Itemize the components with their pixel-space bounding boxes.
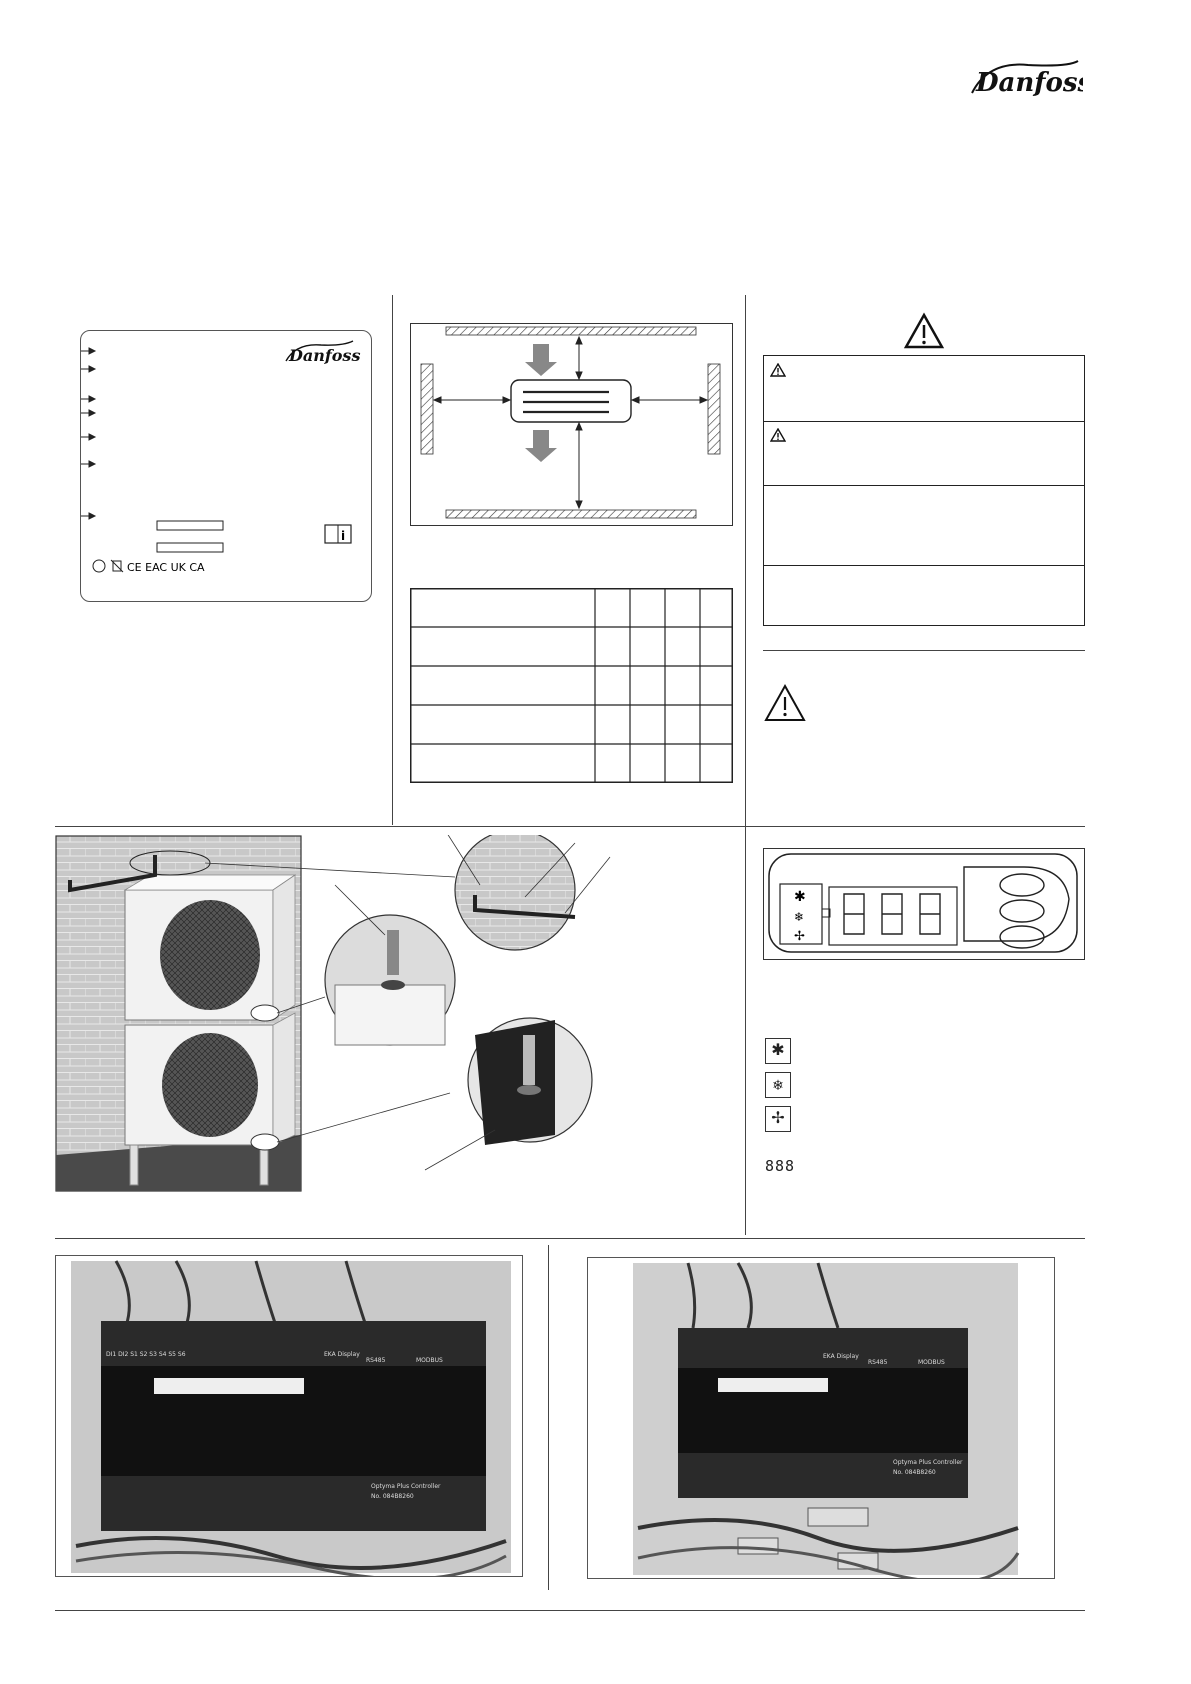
logo-text: Danfoss: [976, 68, 1083, 98]
nameplate-logo: Danfoss: [289, 346, 361, 365]
divider-h1: [55, 826, 1085, 827]
controller-photo-right-drawing: [588, 1258, 1054, 1578]
product-label: Optyma Plus Controller: [371, 1483, 441, 1490]
warning-row-4: [764, 565, 1084, 625]
part-number-label: No. 084B8260: [893, 1469, 936, 1476]
snowflake-icon: [794, 889, 806, 905]
nameplate-drawing: [81, 331, 373, 603]
svg-text:i: i: [341, 529, 346, 543]
warning-triangle-icon: [770, 428, 786, 442]
controller-photo-left-drawing: [56, 1256, 522, 1576]
controller-photo-left: [55, 1255, 523, 1577]
legend-fan-icon: ✢: [765, 1106, 791, 1132]
recycle-icon: [93, 560, 105, 572]
weee-bin-icon: [111, 560, 123, 572]
part-number-label: No. 084B8260: [371, 1493, 414, 1500]
warning-triangle-icon: [770, 363, 786, 377]
down-button[interactable]: [1000, 926, 1044, 948]
controller-display: [763, 848, 1085, 960]
divider-v3: [548, 1245, 549, 1590]
defrost-icon: [794, 910, 804, 924]
legend-snowflake-icon: ✱: [765, 1038, 791, 1064]
stacking-illustration: [55, 835, 730, 1195]
divider-v1: [392, 295, 393, 825]
set-button[interactable]: [1000, 900, 1044, 922]
warning-row-1: [764, 356, 1084, 422]
warning-row-3: [764, 485, 1084, 566]
clearance-table: [410, 588, 733, 783]
divider-v2: [745, 295, 746, 1235]
controller-photo-right: [587, 1257, 1055, 1579]
divider-h2: [55, 1238, 1085, 1239]
danfoss-logo: [968, 55, 1083, 105]
up-button[interactable]: [1000, 874, 1044, 896]
display-drawing: [764, 849, 1082, 957]
legend-digits: 888: [765, 1157, 796, 1175]
table-grid: [410, 588, 733, 783]
display-port-label: EKA Display: [823, 1353, 859, 1360]
product-label: Optyma Plus Controller: [893, 1459, 963, 1466]
warning-box: [763, 355, 1085, 626]
svg-text:✢: ✢: [794, 929, 805, 944]
display-port-label: EKA Display: [324, 1351, 360, 1358]
rs485-label: RS485: [868, 1359, 888, 1366]
certification-marks: CE EAC UK CA: [127, 561, 205, 574]
rs485-label: RS485: [366, 1357, 386, 1364]
divider-bottom: [55, 1610, 1085, 1611]
modbus-label: MODBUS: [918, 1359, 945, 1366]
svg-text:✱: ✱: [794, 889, 806, 905]
brand-logo: [968, 55, 1083, 105]
modbus-label: MODBUS: [416, 1357, 443, 1364]
stacking-drawing: [55, 835, 730, 1195]
terminal-labels: DI1 DI2 S1 S2 S3 S4 S5 S6: [106, 1351, 186, 1358]
warning-separator: [763, 650, 1085, 651]
fan-icon: [794, 929, 805, 944]
nameplate: [80, 330, 372, 602]
warning-row-2: [764, 421, 1084, 486]
manual-info-icon: [325, 525, 351, 543]
clearance-drawing: [411, 324, 731, 524]
legend-defrost-icon: ❄: [765, 1072, 791, 1098]
clearance-diagram: [410, 323, 733, 526]
svg-text:❄: ❄: [794, 910, 805, 924]
warning-header-icon: [903, 312, 945, 350]
caution-icon: [763, 683, 807, 723]
